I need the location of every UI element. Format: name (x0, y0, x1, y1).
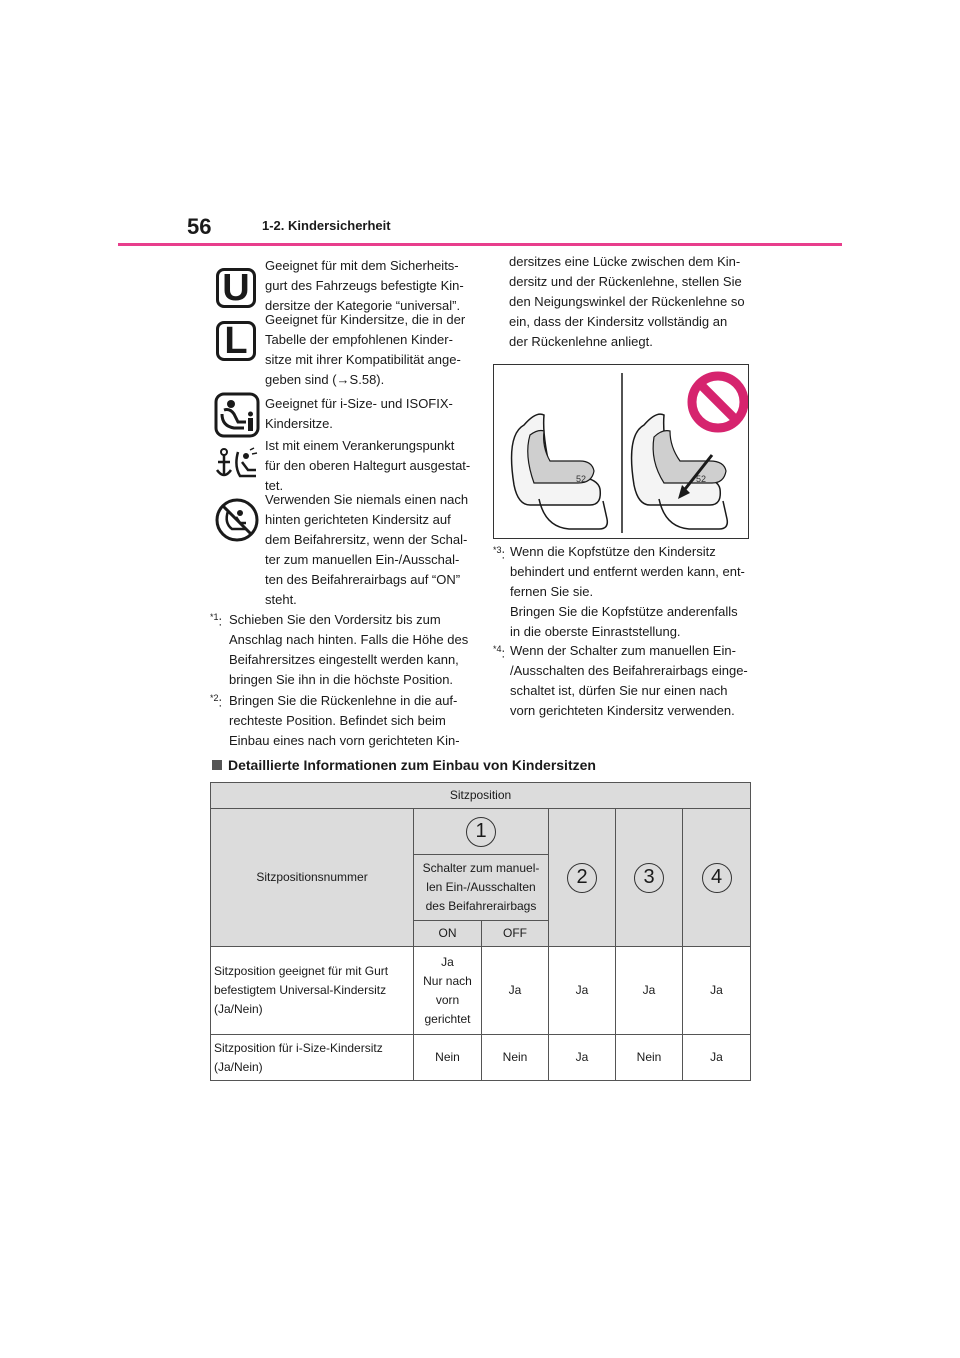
footnote-2-text: Bringen Sie die Rückenlehne in die auf- rechteste Position. Befindet sich beim Einbau eines nach vorn gerichteten Kin- (229, 693, 460, 748)
cell-isize-p4: Ja (683, 1035, 751, 1081)
cell-isize-off: Nein (482, 1035, 549, 1081)
position-1-cell (414, 809, 549, 855)
svg-text:52: 52 (696, 474, 707, 484)
bullet-square-icon (212, 760, 222, 770)
position-2-number: 2 (567, 863, 597, 893)
footnote-1-text: Schieben Sie den Vordersitz bis zum Anschlag nach hinten. Falls die Höhe des Beifahrersitzes eingestellt werden kann, bringen Sie ihn in die höchste Position. (229, 612, 469, 687)
position-4-cell (683, 809, 751, 947)
legend-text-no-rear-facing: Verwenden Sie niemals einen nach hinten gerichteten Kindersitz auf dem Beifahrersitz, wenn der Schal- ter zum manuellen Ein-/Ausschal- ten des Beifahrerairbags auf “ON” steht. (265, 492, 469, 607)
table-row (211, 947, 751, 1035)
section-title: 1-2. Kindersicherheit (262, 218, 391, 233)
section-heading: Detaillierte Informationen zum Einbau von Kindersitzen (212, 757, 596, 773)
seat-illustration (494, 365, 748, 538)
cell-universal-p3: Ja (616, 947, 683, 1035)
table-row (211, 1035, 751, 1081)
seat-position-table (210, 782, 751, 1081)
legend-text-isize: Geeignet für i-Size- und ISOFIX- Kindersitze. (265, 396, 453, 431)
top-tether-anchor-icon (214, 444, 262, 488)
cell-isize-p2: Ja (549, 1035, 616, 1081)
position-4-number: 4 (702, 863, 732, 893)
cell-universal-off: Ja (482, 947, 549, 1035)
position-3-cell (616, 809, 683, 947)
airbag-switch-label: Schalter zum manuel- len Ein-/Ausschalten des Beifahrerairbags (414, 855, 549, 921)
footnote-3-text: Wenn die Kopfstütze den Kindersitz behindert und entfernt werden kann, ent- fernen Sie sie. Bringen Sie die Kopfstütze anderenfalls in die oberste Einraststellung. (510, 544, 745, 639)
position-3-number: 3 (634, 863, 664, 893)
footnote-mark-1: $^{*1}$: (210, 612, 223, 629)
footnote-mark-2: $^{*2}$: (210, 693, 223, 710)
footnote-mark-4: $^{*4}$: (493, 644, 506, 661)
on-label: ON (414, 921, 482, 947)
table-header-row (211, 783, 751, 809)
footnote-mark-3: $^{*3}$: (493, 545, 506, 562)
header-rule (118, 243, 842, 246)
prohibited-icon (692, 376, 744, 428)
row-label-universal: Sitzposition geeignet für mit Gurt befestigtem Universal-Kindersitz (Ja/Nein) (211, 947, 414, 1035)
legend-text-universal: Geeignet für mit dem Sicherheits- gurt des Fahrzeugs befestigte Kin- dersitze der Kategorie “universal”. (265, 258, 464, 313)
legend-text-anchor: Ist mit einem Verankerungspunkt für den oberen Haltegurt ausgestat- tet. (265, 438, 471, 493)
position-2-cell (549, 809, 616, 947)
footnote-2-continuation: dersitzes eine Lücke zwischen dem Kin- dersitz und der Rückenlehne, stellen Sie den Neigungswinkel der Rückenlehne so ein, dass der Kindersitz vollständig an der Rückenlehne anliegt. (509, 254, 745, 349)
no-rear-facing-seat-icon (214, 497, 260, 543)
universal-u-icon: U (216, 268, 256, 308)
cell-isize-p3: Nein (616, 1035, 683, 1081)
position-number-header: Sitzpositionsnummer (211, 809, 414, 947)
list-l-icon: L (216, 321, 256, 361)
cell-universal-p2: Ja (549, 947, 616, 1035)
cell-universal-on: Ja Nur nach vorn gerichtet (414, 947, 482, 1035)
page-number: 56 (187, 214, 212, 239)
off-label: OFF (482, 921, 549, 947)
svg-text:52: 52 (576, 474, 587, 484)
row-label-isize: Sitzposition für i-Size-Kindersitz (Ja/Nein) (211, 1035, 414, 1081)
position-1-number: 1 (466, 817, 496, 847)
cell-isize-on: Nein (414, 1035, 482, 1081)
legend-text-list: Geeignet für Kindersitze, die in der Tabelle der empfohlenen Kinder- sitze mit ihrer Kompatibilität ange- geben sind (→S.58). (265, 312, 466, 387)
seat-recline-figure (493, 364, 749, 539)
footnote-4-text: Wenn der Schalter zum manuellen Ein- /Ausschalten des Beifahrerairbags einge- schaltet ist, dürfen Sie nur einen nach vorn gerichteten Kindersitz verwenden. (510, 643, 748, 718)
cell-universal-p4: Ja (683, 947, 751, 1035)
table-row (211, 809, 751, 855)
seat-position-header: Sitzposition (211, 783, 751, 809)
correct-seat-drawing (512, 414, 608, 529)
isize-isofix-icon (214, 392, 260, 438)
